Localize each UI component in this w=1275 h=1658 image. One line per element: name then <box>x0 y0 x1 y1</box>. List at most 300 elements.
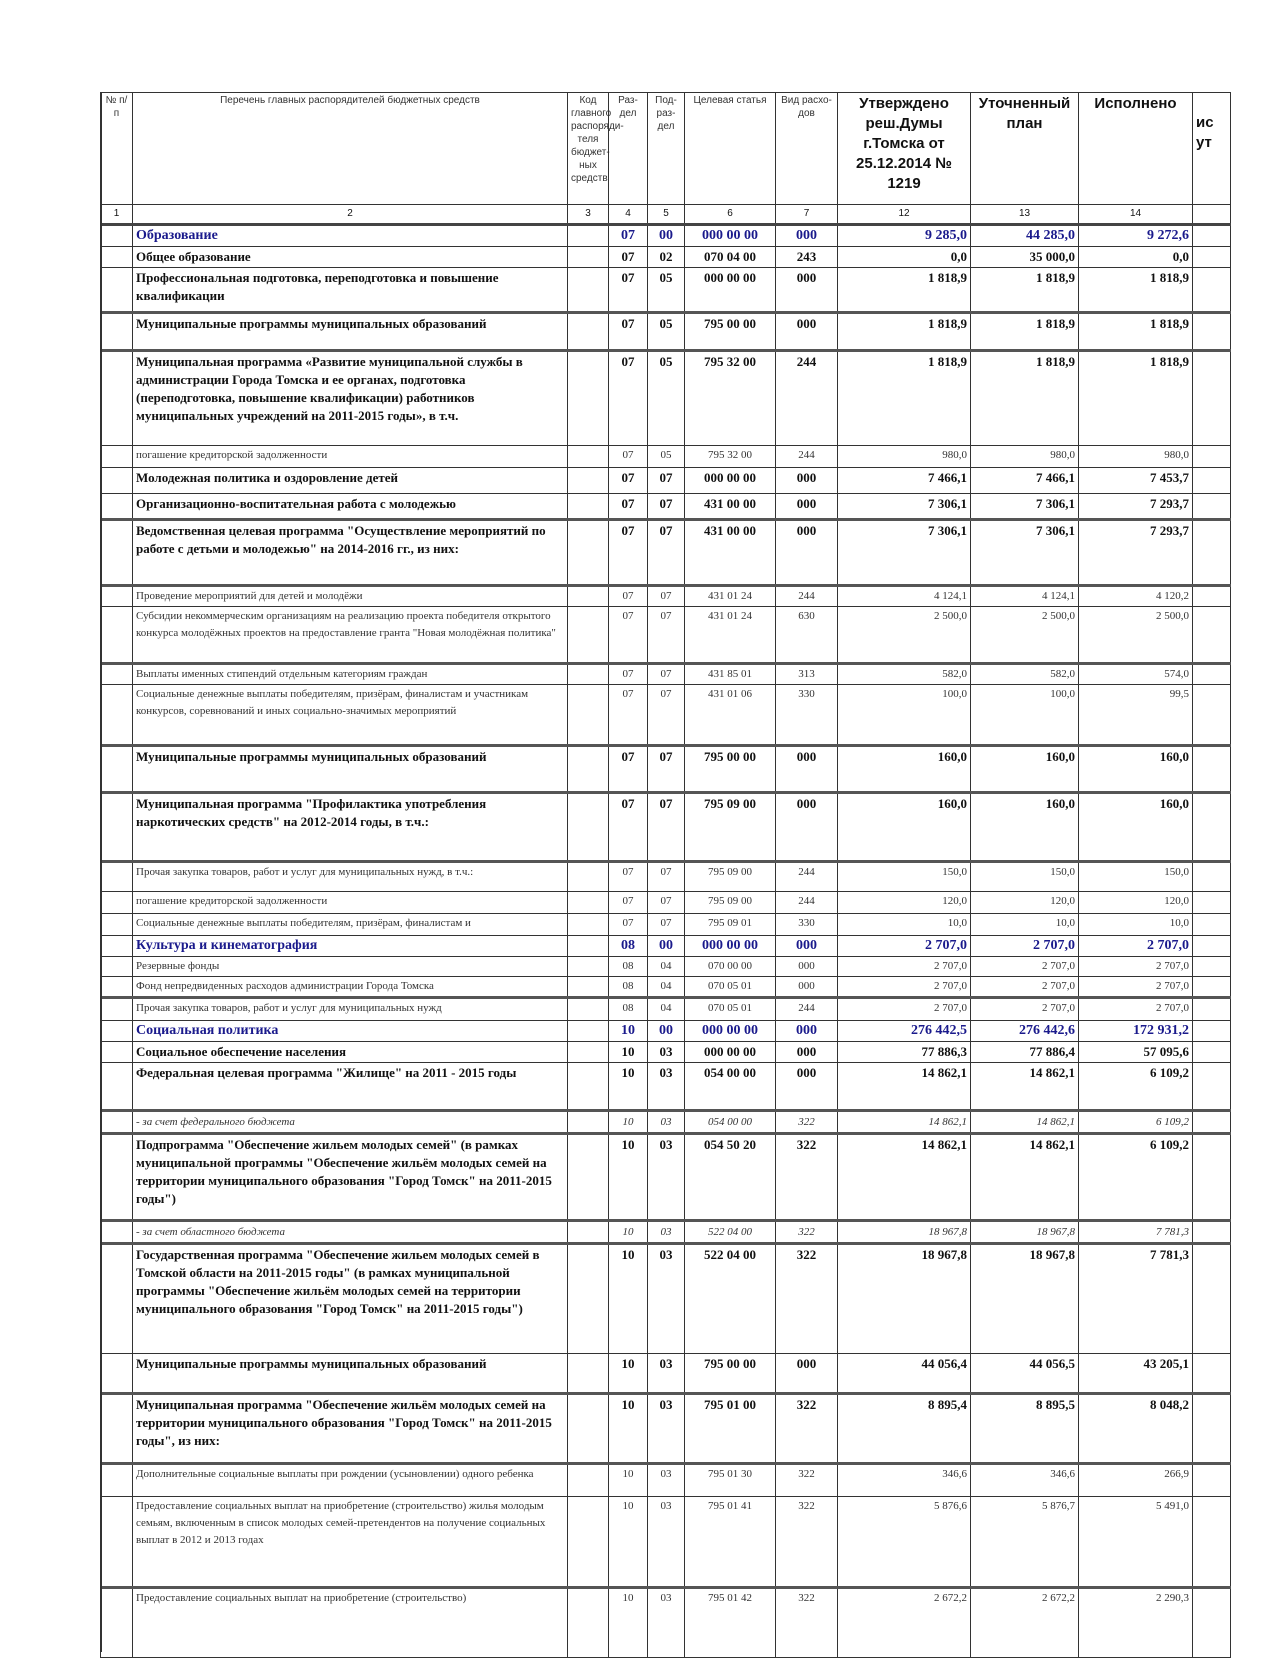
cell-cs: 795 32 00 <box>685 446 776 468</box>
cell-a: 276 442,5 <box>838 1021 971 1042</box>
cell-cs: 054 00 00 <box>685 1111 776 1134</box>
cell-pl: 160,0 <box>971 793 1079 862</box>
cell-p: 05 <box>648 313 685 351</box>
cell-a: 2 500,0 <box>838 607 971 664</box>
cell-d: 574,0 <box>1079 664 1193 685</box>
header-podrazdel: Под-раз-дел <box>648 93 685 205</box>
table-row <box>101 1588 1231 1658</box>
cell-a: 2 672,2 <box>838 1588 971 1658</box>
cell-p: 03 <box>648 1063 685 1111</box>
cell-p: 04 <box>648 998 685 1021</box>
cell-cs: 431 01 24 <box>685 586 776 607</box>
cell-r: 10 <box>609 1588 648 1658</box>
cell-pl: 14 862,1 <box>971 1134 1079 1221</box>
cell-d: 1 818,9 <box>1079 351 1193 446</box>
cell-empty <box>568 247 609 268</box>
cell-name: Государственная программа "Обеспечение жильем молодых семей в Томской области на 2011-2015 годы" (в рамках муниципальной программы "Обеспечение жильём молодых семей на территории муниципального образования "Город Томск" на 2011-2015 годы") <box>133 1244 568 1354</box>
cell-a: 160,0 <box>838 746 971 793</box>
cell-r: 07 <box>609 468 648 494</box>
cell-a: 2 707,0 <box>838 977 971 998</box>
cell-pl: 4 124,1 <box>971 586 1079 607</box>
cell-empty <box>568 664 609 685</box>
cell-cs: 795 01 30 <box>685 1464 776 1497</box>
cell-a: 14 862,1 <box>838 1111 971 1134</box>
cell-empty <box>1193 1134 1231 1221</box>
cell-name: Предоставление социальных выплат на приобретение (строительство) <box>133 1588 568 1658</box>
table-row <box>101 1063 1231 1111</box>
cell-d: 980,0 <box>1079 446 1193 468</box>
cell-cs: 070 05 01 <box>685 998 776 1021</box>
cell-name: Резервные фонды <box>133 957 568 977</box>
cell-cs: 795 09 00 <box>685 862 776 892</box>
cell-v: 000 <box>776 1354 838 1394</box>
cell-pl: 2 707,0 <box>971 977 1079 998</box>
table-row <box>101 685 1231 746</box>
cell-r: 10 <box>609 1134 648 1221</box>
cell-r: 07 <box>609 607 648 664</box>
cell-d: 7 781,3 <box>1079 1244 1193 1354</box>
cell-v: 244 <box>776 892 838 914</box>
cell-a: 10,0 <box>838 914 971 936</box>
cell-cs: 795 09 00 <box>685 892 776 914</box>
cell-r: 07 <box>609 914 648 936</box>
cell-empty <box>1193 1394 1231 1464</box>
cell-r: 10 <box>609 1063 648 1111</box>
cell-p: 07 <box>648 892 685 914</box>
cell-empty <box>1193 746 1231 793</box>
cell-name: Прочая закупка товаров, работ и услуг для муниципальных нужд <box>133 998 568 1021</box>
table-row <box>101 351 1231 446</box>
cell-r: 07 <box>609 746 648 793</box>
cell-p: 07 <box>648 468 685 494</box>
column-number: 13 <box>971 205 1079 225</box>
header-extra: ис ут <box>1193 93 1231 205</box>
cell-p: 07 <box>648 862 685 892</box>
cell-cs: 431 85 01 <box>685 664 776 685</box>
cell-cs: 795 00 00 <box>685 313 776 351</box>
cell-empty <box>568 746 609 793</box>
cell-r: 07 <box>609 862 648 892</box>
cell-d: 43 205,1 <box>1079 1354 1193 1394</box>
cell-d: 7 781,3 <box>1079 1221 1193 1244</box>
cell-name: погашение кредиторской задолженности <box>133 446 568 468</box>
cell-pl: 276 442,6 <box>971 1021 1079 1042</box>
cell-cs: 054 00 00 <box>685 1063 776 1111</box>
cell-name: - за счет федерального бюджета <box>133 1111 568 1134</box>
cell-name: Организационно-воспитательная работа с молодежью <box>133 494 568 520</box>
cell-cs: 000 00 00 <box>685 936 776 957</box>
cell-empty <box>1193 1244 1231 1354</box>
cell-pl: 35 000,0 <box>971 247 1079 268</box>
cell-d: 266,9 <box>1079 1464 1193 1497</box>
header-vid: Вид расхо-дов <box>776 93 838 205</box>
cell-empty <box>1193 892 1231 914</box>
cell-d: 160,0 <box>1079 793 1193 862</box>
cell-empty <box>1193 1588 1231 1658</box>
cell-name: Выплаты именных стипендий отдельным категориям граждан <box>133 664 568 685</box>
table-row <box>101 977 1231 998</box>
cell-cs: 070 04 00 <box>685 247 776 268</box>
cell-a: 1 818,9 <box>838 268 971 313</box>
cell-v: 322 <box>776 1588 838 1658</box>
cell-p: 03 <box>648 1244 685 1354</box>
cell-empty <box>568 1244 609 1354</box>
cell-p: 07 <box>648 914 685 936</box>
cell-name: Социальные денежные выплаты победителям, призёрам, финалистам и <box>133 914 568 936</box>
cell-empty <box>1193 1464 1231 1497</box>
table-row <box>101 998 1231 1021</box>
table-row <box>101 446 1231 468</box>
cell-r: 10 <box>609 1394 648 1464</box>
cell-empty <box>568 268 609 313</box>
cell-v: 244 <box>776 862 838 892</box>
cell-empty <box>568 685 609 746</box>
cell-name: Дополнительные социальные выплаты при рождении (усыновлении) одного ребенка <box>133 1464 568 1497</box>
cell-p: 07 <box>648 793 685 862</box>
cell-r: 07 <box>609 664 648 685</box>
cell-empty <box>1193 664 1231 685</box>
cell-pl: 1 818,9 <box>971 313 1079 351</box>
cell-name: Образование <box>133 225 568 247</box>
cell-a: 5 876,6 <box>838 1497 971 1588</box>
cell-empty <box>568 977 609 998</box>
cell-name: Муниципальные программы муниципальных образований <box>133 313 568 351</box>
cell-empty <box>1193 957 1231 977</box>
cell-name: Муниципальная программа "Обеспечение жильём молодых семей на территории муниципального образования "Город Томск" на 2011-2015 годы", из них: <box>133 1394 568 1464</box>
cell-d: 6 109,2 <box>1079 1063 1193 1111</box>
cell-d: 6 109,2 <box>1079 1111 1193 1134</box>
cell-empty <box>568 1021 609 1042</box>
cell-name: Федеральная целевая программа "Жилище" на 2011 - 2015 годы <box>133 1063 568 1111</box>
cell-pl: 100,0 <box>971 685 1079 746</box>
cell-a: 8 895,4 <box>838 1394 971 1464</box>
cell-pl: 44 285,0 <box>971 225 1079 247</box>
table-row <box>101 1221 1231 1244</box>
cell-cs: 000 00 00 <box>685 1042 776 1063</box>
table-row <box>101 664 1231 685</box>
table-row <box>101 586 1231 607</box>
column-number: 12 <box>838 205 971 225</box>
header-done: Исполнено <box>1079 93 1193 205</box>
table-row <box>101 746 1231 793</box>
cell-a: 18 967,8 <box>838 1221 971 1244</box>
cell-empty <box>1193 247 1231 268</box>
cell-pl: 14 862,1 <box>971 1063 1079 1111</box>
table-row <box>101 247 1231 268</box>
cell-d: 150,0 <box>1079 862 1193 892</box>
cell-empty <box>568 468 609 494</box>
cell-pl: 2 707,0 <box>971 957 1079 977</box>
cell-v: 243 <box>776 247 838 268</box>
cell-empty <box>568 313 609 351</box>
cell-empty <box>568 1134 609 1221</box>
cell-empty <box>1193 936 1231 957</box>
cell-pl: 18 967,8 <box>971 1244 1079 1354</box>
cell-empty <box>1193 351 1231 446</box>
cell-empty <box>1193 468 1231 494</box>
cell-cs: 431 01 24 <box>685 607 776 664</box>
cell-p: 03 <box>648 1497 685 1588</box>
cell-cs: 000 00 00 <box>685 268 776 313</box>
cell-empty <box>1193 313 1231 351</box>
cell-v: 000 <box>776 225 838 247</box>
cell-d: 5 491,0 <box>1079 1497 1193 1588</box>
cell-a: 9 285,0 <box>838 225 971 247</box>
cell-a: 14 862,1 <box>838 1063 971 1111</box>
cell-a: 150,0 <box>838 862 971 892</box>
column-number-row <box>101 205 1231 225</box>
cell-r: 10 <box>609 1042 648 1063</box>
cell-a: 2 707,0 <box>838 998 971 1021</box>
cell-v: 000 <box>776 1063 838 1111</box>
cell-v: 322 <box>776 1394 838 1464</box>
cell-name: Субсидии некоммерческим организациям на реализацию проекта победителя открытого конкурса молодёжных проектов на предоставление гранта "Новая молодёжная политика" <box>133 607 568 664</box>
cell-v: 244 <box>776 586 838 607</box>
cell-v: 630 <box>776 607 838 664</box>
cell-empty <box>568 225 609 247</box>
cell-a: 7 306,1 <box>838 520 971 586</box>
cell-empty <box>1193 1221 1231 1244</box>
cell-empty <box>568 914 609 936</box>
cell-r: 10 <box>609 1111 648 1134</box>
cell-v: 000 <box>776 793 838 862</box>
cell-d: 8 048,2 <box>1079 1394 1193 1464</box>
cell-empty <box>568 446 609 468</box>
cell-empty <box>1193 1497 1231 1588</box>
table-row <box>101 494 1231 520</box>
table-row <box>101 1134 1231 1221</box>
cell-r: 07 <box>609 313 648 351</box>
cell-d: 120,0 <box>1079 892 1193 914</box>
cell-pl: 582,0 <box>971 664 1079 685</box>
cell-v: 000 <box>776 977 838 998</box>
cell-cs: 431 00 00 <box>685 494 776 520</box>
cell-d: 2 707,0 <box>1079 957 1193 977</box>
table-row <box>101 468 1231 494</box>
cell-p: 03 <box>648 1354 685 1394</box>
cell-a: 1 818,9 <box>838 313 971 351</box>
cell-name: Муниципальная программа «Развитие муниципальной службы в администрации Города Томска и ее органах, подготовка (переподготовка, повышение квалификации) работников муниципальных учреждений на 2011-2015 годы», в т.ч. <box>133 351 568 446</box>
cell-r: 08 <box>609 977 648 998</box>
cell-cs: 795 09 01 <box>685 914 776 936</box>
cell-v: 322 <box>776 1497 838 1588</box>
cell-p: 03 <box>648 1111 685 1134</box>
column-number: 4 <box>609 205 648 225</box>
cell-r: 10 <box>609 1497 648 1588</box>
cell-empty <box>1193 793 1231 862</box>
cell-pl: 7 306,1 <box>971 520 1079 586</box>
cell-p: 04 <box>648 957 685 977</box>
cell-cs: 522 04 00 <box>685 1221 776 1244</box>
cell-a: 7 466,1 <box>838 468 971 494</box>
table-row <box>101 1394 1231 1464</box>
cell-v: 000 <box>776 313 838 351</box>
cell-empty <box>1193 494 1231 520</box>
cell-r: 07 <box>609 892 648 914</box>
cell-p: 03 <box>648 1134 685 1221</box>
table-row <box>101 892 1231 914</box>
cell-cs: 795 00 00 <box>685 746 776 793</box>
cell-name: погашение кредиторской задолженности <box>133 892 568 914</box>
column-number: 2 <box>133 205 568 225</box>
cell-a: 7 306,1 <box>838 494 971 520</box>
table-row <box>101 862 1231 892</box>
cell-v: 000 <box>776 468 838 494</box>
cell-empty <box>568 1221 609 1244</box>
cell-v: 322 <box>776 1111 838 1134</box>
column-number <box>1193 205 1231 225</box>
table-row <box>101 936 1231 957</box>
cell-p: 02 <box>648 247 685 268</box>
cell-empty <box>568 494 609 520</box>
cell-v: 000 <box>776 957 838 977</box>
cell-d: 9 272,6 <box>1079 225 1193 247</box>
cell-v: 000 <box>776 936 838 957</box>
cell-pl: 44 056,5 <box>971 1354 1079 1394</box>
cell-empty <box>1193 998 1231 1021</box>
cell-p: 00 <box>648 225 685 247</box>
cell-cs: 000 00 00 <box>685 225 776 247</box>
cell-v: 322 <box>776 1221 838 1244</box>
table-row <box>101 225 1231 247</box>
cell-a: 2 707,0 <box>838 936 971 957</box>
cell-a: 44 056,4 <box>838 1354 971 1394</box>
table-row <box>101 268 1231 313</box>
cell-name: Проведение мероприятий для детей и молодёжи <box>133 586 568 607</box>
cell-d: 7 293,7 <box>1079 520 1193 586</box>
cell-pl: 10,0 <box>971 914 1079 936</box>
cell-p: 07 <box>648 607 685 664</box>
cell-pl: 120,0 <box>971 892 1079 914</box>
cell-empty <box>568 793 609 862</box>
cell-p: 07 <box>648 494 685 520</box>
table-row <box>101 957 1231 977</box>
cell-v: 000 <box>776 520 838 586</box>
cell-empty <box>568 586 609 607</box>
cell-d: 7 293,7 <box>1079 494 1193 520</box>
cell-r: 10 <box>609 1221 648 1244</box>
cell-v: 322 <box>776 1464 838 1497</box>
cell-d: 2 707,0 <box>1079 936 1193 957</box>
header-plan: Уточненный план <box>971 93 1079 205</box>
cell-a: 120,0 <box>838 892 971 914</box>
table-row <box>101 914 1231 936</box>
cell-v: 244 <box>776 351 838 446</box>
cell-cs: 054 50 20 <box>685 1134 776 1221</box>
cell-pl: 160,0 <box>971 746 1079 793</box>
cell-empty <box>568 998 609 1021</box>
cell-empty <box>1193 268 1231 313</box>
cell-empty <box>1193 607 1231 664</box>
header-razdel: Раз-дел <box>609 93 648 205</box>
cell-pl: 5 876,7 <box>971 1497 1079 1588</box>
cell-v: 322 <box>776 1134 838 1221</box>
cell-a: 14 862,1 <box>838 1134 971 1221</box>
cell-r: 07 <box>609 446 648 468</box>
cell-d: 7 453,7 <box>1079 468 1193 494</box>
cell-empty <box>568 1354 609 1394</box>
cell-p: 07 <box>648 664 685 685</box>
cell-cs: 795 32 00 <box>685 351 776 446</box>
cell-empty <box>1193 1111 1231 1134</box>
cell-a: 2 707,0 <box>838 957 971 977</box>
cell-empty <box>568 862 609 892</box>
cell-d: 57 095,6 <box>1079 1042 1193 1063</box>
cell-name: Подпрограмма "Обеспечение жильем молодых семей" (в рамках муниципальной программы "Обеспечение жильём молодых семей на территории муниципального образования "Город Томск" на 2011-2015 годы") <box>133 1134 568 1221</box>
cell-a: 582,0 <box>838 664 971 685</box>
cell-pl: 1 818,9 <box>971 351 1079 446</box>
table-row <box>101 1497 1231 1588</box>
cell-r: 07 <box>609 351 648 446</box>
cell-cs: 431 00 00 <box>685 520 776 586</box>
cell-p: 07 <box>648 685 685 746</box>
cell-cs: 000 00 00 <box>685 1021 776 1042</box>
cell-v: 244 <box>776 446 838 468</box>
cell-cs: 000 00 00 <box>685 468 776 494</box>
cell-v: 000 <box>776 746 838 793</box>
cell-empty <box>1193 1021 1231 1042</box>
cell-v: 330 <box>776 914 838 936</box>
cell-r: 07 <box>609 247 648 268</box>
cell-p: 03 <box>648 1042 685 1063</box>
column-number: 5 <box>648 205 685 225</box>
cell-p: 05 <box>648 268 685 313</box>
cell-name: Профессиональная подготовка, переподготовка и повышение квалификации <box>133 268 568 313</box>
cell-cs: 795 00 00 <box>685 1354 776 1394</box>
cell-empty <box>568 936 609 957</box>
cell-p: 03 <box>648 1394 685 1464</box>
cell-empty <box>1193 685 1231 746</box>
cell-v: 330 <box>776 685 838 746</box>
cell-r: 07 <box>609 268 648 313</box>
cell-pl: 77 886,4 <box>971 1042 1079 1063</box>
cell-r: 07 <box>609 494 648 520</box>
cell-cs: 795 01 41 <box>685 1497 776 1588</box>
cell-name: Предоставление социальных выплат на приобретение (строительство) жилья молодым семьям, включенным в список молодых семей-претендентов на получение социальных выплат в 2012 и 2013 годах <box>133 1497 568 1588</box>
header-code: Код главного распоряди-теля бюджет-ных средств <box>568 93 609 205</box>
cell-a: 1 818,9 <box>838 351 971 446</box>
cell-v: 244 <box>776 998 838 1021</box>
cell-a: 18 967,8 <box>838 1244 971 1354</box>
cell-name: Фонд непредвиденных расходов администрации Города Томска <box>133 977 568 998</box>
cell-a: 980,0 <box>838 446 971 468</box>
cell-r: 07 <box>609 520 648 586</box>
cell-p: 00 <box>648 936 685 957</box>
cell-d: 99,5 <box>1079 685 1193 746</box>
cell-d: 160,0 <box>1079 746 1193 793</box>
column-number: 14 <box>1079 205 1193 225</box>
cell-p: 03 <box>648 1221 685 1244</box>
cell-cs: 795 09 00 <box>685 793 776 862</box>
column-number: 1 <box>101 205 133 225</box>
cell-a: 0,0 <box>838 247 971 268</box>
cell-empty <box>1193 1063 1231 1111</box>
cell-empty <box>568 1464 609 1497</box>
cell-pl: 980,0 <box>971 446 1079 468</box>
cell-d: 172 931,2 <box>1079 1021 1193 1042</box>
cell-d: 2 500,0 <box>1079 607 1193 664</box>
cell-d: 2 707,0 <box>1079 998 1193 1021</box>
table-row <box>101 1464 1231 1497</box>
cell-r: 10 <box>609 1354 648 1394</box>
cell-cs: 070 05 01 <box>685 977 776 998</box>
cell-r: 08 <box>609 957 648 977</box>
table-row <box>101 1354 1231 1394</box>
cell-name: Муниципальные программы муниципальных образований <box>133 1354 568 1394</box>
cell-pl: 2 707,0 <box>971 998 1079 1021</box>
cell-d: 10,0 <box>1079 914 1193 936</box>
cell-r: 07 <box>609 793 648 862</box>
